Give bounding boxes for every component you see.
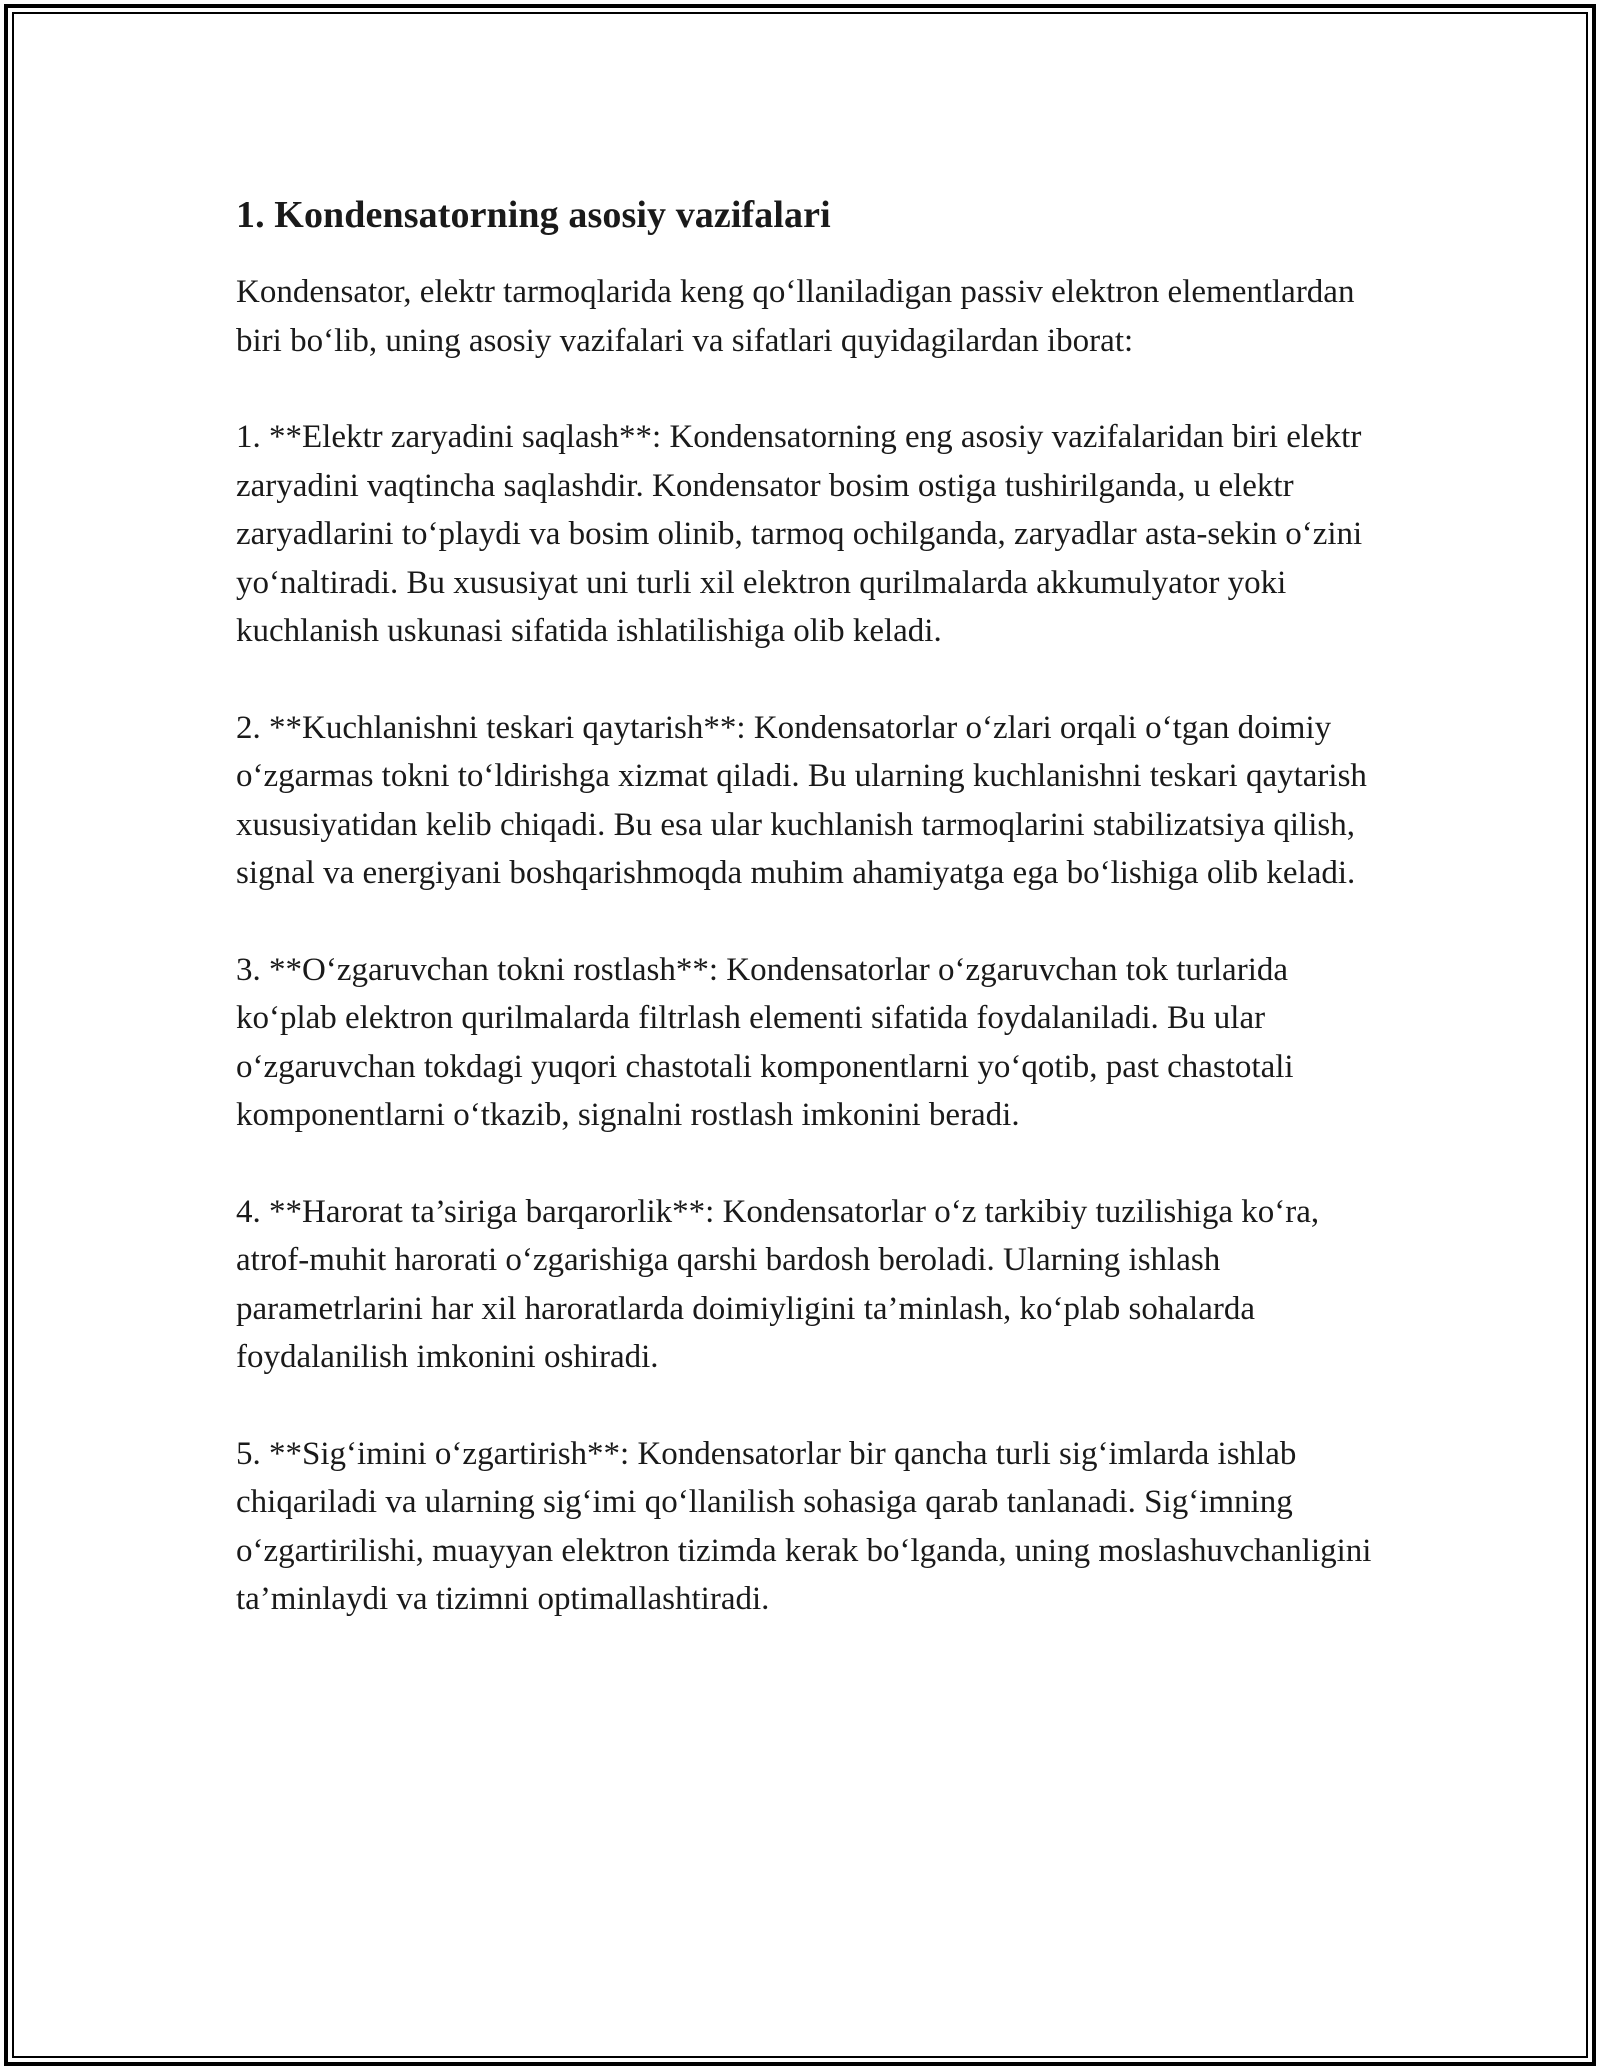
list-item-4: 4. **Harorat ta’siriga barqarorlik**: Kondensatorlar o‘z tarkibiy tuzilishiga ko‘ra, atrof-muhit harorati o‘zgarishiga qarshi bardosh beroladi. Ularning ishlash parametrlarini har xil haroratlarda doimiyligini ta’minlash, ko‘plab sohalarda foydalanilish imkonini oshiradi. bbox=[236, 1193, 1320, 1375]
list-item-5: 5. **Sig‘imini o‘zgartirish**: Kondensatorlar bir qancha turli sig‘imlarda ishlab chiqariladi va ularning sig‘imi qo‘llanilish sohasiga qarab tanlanadi. Sig‘imning o‘zgartirilishi, muayyan elektron tizimda kerak bo‘lganda, uning moslashuvchanligini ta’minlaydi va tizimni optimallashtiradi. bbox=[236, 1435, 1372, 1617]
list-item-1: 1. **Elektr zaryadini saqlash**: Kondensatorning eng asosiy vazifalaridan biri elektr zaryadini vaqtincha saqlashdir. Kondensator bosim ostiga tushirilganda, u elektr zaryadlarini to‘playdi va bosim olinib, tarmoq ochilganda, zaryadlar asta-sekin o‘zini yo‘naltiradi. Bu xususiyat uni turli xil elektron qurilmalarda akkumulyator yoki kuchlanish uskunasi sifatida ishlatilishiga olib keladi. bbox=[236, 419, 1363, 649]
document-body bbox=[236, 184, 1376, 1672]
intro-paragraph: Kondensator, elektr tarmoqlarida keng qo‘llaniladigan passiv elektron elementlardan biri bo‘lib, uning asosiy vazifalari va sifatlari quyidagilardan iborat: bbox=[236, 274, 1355, 359]
list-item-3: 3. **O‘zgaruvchan tokni rostlash**: Kondensatorlar o‘zgaruvchan tok turlarida ko‘plab elektron qurilmalarda filtrlash elementi sifatida foydalaniladi. Bu ular o‘zgaruvchan tokdagi yuqori chastotali komponentlarni yo‘qotib, past chastotali komponentlarni o‘tkazib, signalni rostlash imkonini beradi. bbox=[236, 951, 1294, 1133]
list-item-2: 2. **Kuchlanishni teskari qaytarish**: Kondensatorlar o‘zlari orqali o‘tgan doimiy o‘zgarmas tokni to‘ldirishga xizmat qiladi. Bu ularning kuchlanishni teskari qaytarish xususiyatidan kelib chiqadi. Bu esa ular kuchlanish tarmoqlarini stabilizatsiya qilish, signal va energiyani boshqarishmoqda muhim ahamiyatga ega bo‘lishiga olib keladi. bbox=[236, 709, 1367, 891]
section-heading: 1. Kondensatorning asosiy vazifalari bbox=[236, 194, 831, 236]
